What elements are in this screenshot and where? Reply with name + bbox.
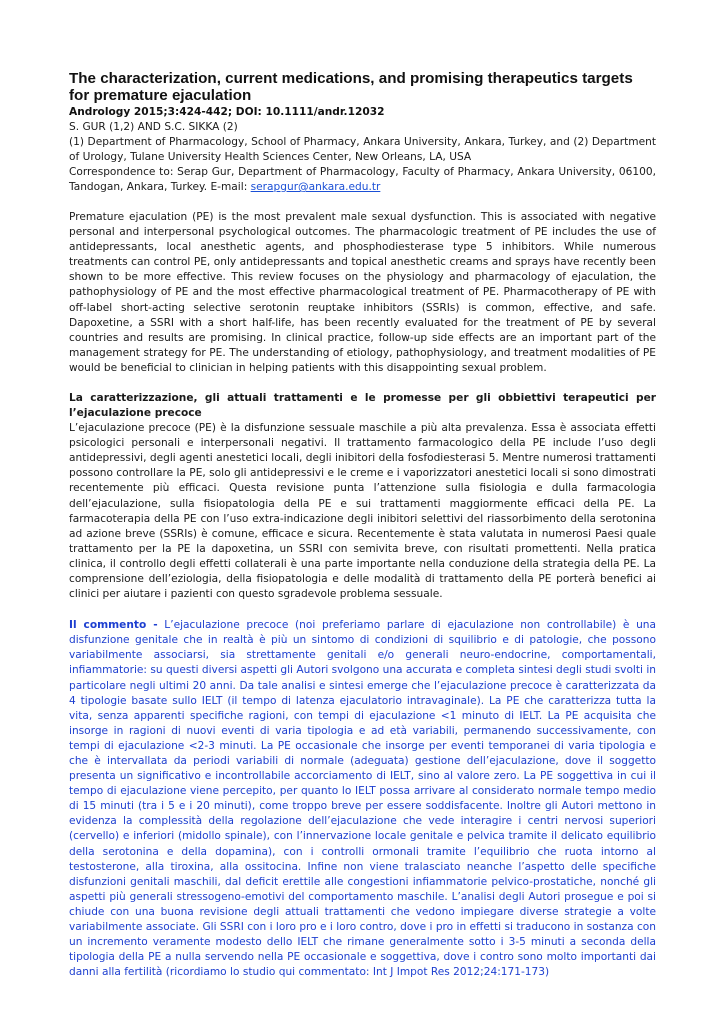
article-citation: Andrology 2015;3:424-442; DOI: 10.1111/andr.12032 [69, 106, 385, 118]
article-title: The characterization, current medications, and promising therapeutics targets for premature ejaculation [69, 70, 633, 104]
correspondence-text: Correspondence to: Serap Gur, Department of Pharmacology, Faculty of Pharmacy, Ankara University, 06100, Tandogan, Ankara, Turkey. E-mail: [69, 166, 656, 193]
abstract-english: Premature ejaculation (PE) is the most prevalent male sexual dysfunction. This is associated with negative personal and interpersonal psychological outcomes. The pharmacologic treatment of PE includes the use of antidepressants, local anesthetic agents, and phosphodiesterase type 5 inhibitors. While numerous treatments can control PE, only antidepressants and topical anesthetic creams and sprays have recently been shown to be more effective. This review focuses on the physiology and pharmacology of ejaculation, the pathophysiology of PE and the most effective pharmacological treatment of PE. Pharmacotherapy of PE with off-label short-acting selective serotonin reuptake inhibitors (SSRIs) is common, effective, and safe. Dapoxetine, a SSRI with a short half-life, has been recently evaluated for the treatment of PE by several countries and results are promising. In clinical practice, follow-up side effects are an important part of the management strategy for PE. The understanding of etiology, pathophysiology, and treatment modalities of PE would be beneficial to clinician in helping patients with this disappointing sexual problem. [69, 211, 656, 374]
abstract-italian: L’ejaculazione precoce (PE) è la disfunzione sessuale maschile a più alta prevalenza. Essa è associata effetti psicologici personali e interpersonali negativi. Il trattamento farmacologico della PE include l’uso degli antidepressivi, degli agenti anestetici locali, degli inibitori della fosfodiesterasi 5. Mentre numerosi trattamenti possono controllare la PE, solo gli antidepressivi e le creme e i vaporizzatori anestetici locali si sono dimostrati recentemente più efficaci. Questa revisione punta l’attenzione sulla fisiologia e dulla farmacologia dell’ejaculazione, sulla fisiopatologia della PE e sui trattamenti maggiormente efficaci della PE. La farmacoterapia della PE con l’uso extra-indicazione degli inibitori selettivi del riassorbimento della serotonina ad azione breve (SSRIs) è comune, efficace e sicura. Recentemente è stata valutata in numerosi Paesi quale trattamento per la PE la dapoxetina, un SSRI con semivita breve, con risultati promettenti. Nella pratica clinica, il controllo degli effetti collaterali è una parte importante nella conduzione della strategia della PE. La comprensione dell’eziologia, della fisiopatologia e delle modalità di trattamento della PE porterà benefici ai clinici per aiutare i pazienti con questo sgradevole problema sessuale. [69, 422, 656, 601]
article-correspondence [69, 165, 656, 195]
commentary-label: Il commento - [69, 619, 158, 632]
email-link[interactable]: serapgur@ankara.edu.tr [250, 181, 381, 193]
article-affiliations: (1) Department of Pharmacology, School of Pharmacy, Ankara University, Ankara, Turkey, and (2) Department of Urology, Tulane University Health Sciences Center, New Orleans, LA, USA [69, 136, 656, 163]
article-authors: S. GUR (1,2) AND S.C. SIKKA (2) [69, 121, 238, 133]
commentary-paragraph [69, 618, 656, 980]
document-page [69, 70, 656, 980]
commentary-text: L’ejaculazione precoce (noi preferiamo parlare di ejaculazione non controllabile) è una disfunzione genitale che in realtà è più un sintomo di condizioni di squilibrio e di patologie, che possono variabilmente associarsi, sia strettamente genitali e/o generali neuro-endocrine, comportamentali, infiammatorie: su questi diversi aspetti gli Autori svolgono una accurata e completa sintesi degli studi svolti in particolare negli ultimi 20 anni. Da tale analisi e sintesi emerge che l’ejaculazione precoce è caratterizzata da 4 tipologie basate sullo IELT (il tempo di latenza ejaculatorio intravaginale). La PE che caratterizza tutta la vita, senza apparenti specifiche ragioni, con tempi di ejaculazione <1 minuto di IELT. La PE acquisita che insorge in ragioni di nuovi eventi di varia tipologia e ad età variabili, permanendo successivamente, con tempi di ejaculazione <2-3 minuti. La PE occasionale che insorge per eventi temporanei di varia tipologia e che è intervallata da periodi variabili di normale (adeguata) gestione dell’ejaculazione, dove il soggetto presenta un significativo e incontrollabile accorciamento di IELT, sino al valore zero. La PE soggettiva in cui il tempo di ejaculazione viene percepito, per quanto lo IELT possa arrivare al considerato normale tempo medio di 15 minuti (tra i 5 e i 20 minuti), come troppo breve per essere soddisfacente. Inoltre gli Autori mettono in evidenza la complessità della regolazione dell’ejaculazione che vede interagire i centri nervosi superiori (cervello) e inferiori (midollo spinale), con l’innervazione locale genitale e pelvica tramite il delicato equilibrio della serotonina e della dopamina), con i controlli ormonali tramite l’equilibrio che ruota intorno al testosterone, alla tiroxina, alla ossitocina. Infine non viene tralasciato neanche l’aspetto delle specifiche disfunzioni genitali maschili, dal deficit erettile alle congestioni infiammatorie pelvico-prostatiche, nonché gli aspetti più generali stressogeno-emotivi del comportamento maschile. L’analisi degli Autori prosegue e poi si chiude con una buona revisione degli attuali trattamenti che vedono impiegare diverse strategie a volte variabilmente associate. Gli SSRI con i loro pro e i loro contro, dove i pro in effetti si traducono in sostanza con un incremento veramente modesto dello IELT che rimane generalmente sotto i 3-5 minuti a seconda della tipologia della PE a nulla servendo nella PE occasionale e soggettiva, dove i contro sono molto importanti dai danni alla fertilità (ricordiamo lo studio qui commentato: Int J Impot Res 2012;24:171-173) [69, 619, 656, 979]
italian-title: La caratterizzazione, gli attuali trattamenti e le promesse per gli obbiettivi terapeutici per l’ejaculazione precoce [69, 392, 656, 420]
